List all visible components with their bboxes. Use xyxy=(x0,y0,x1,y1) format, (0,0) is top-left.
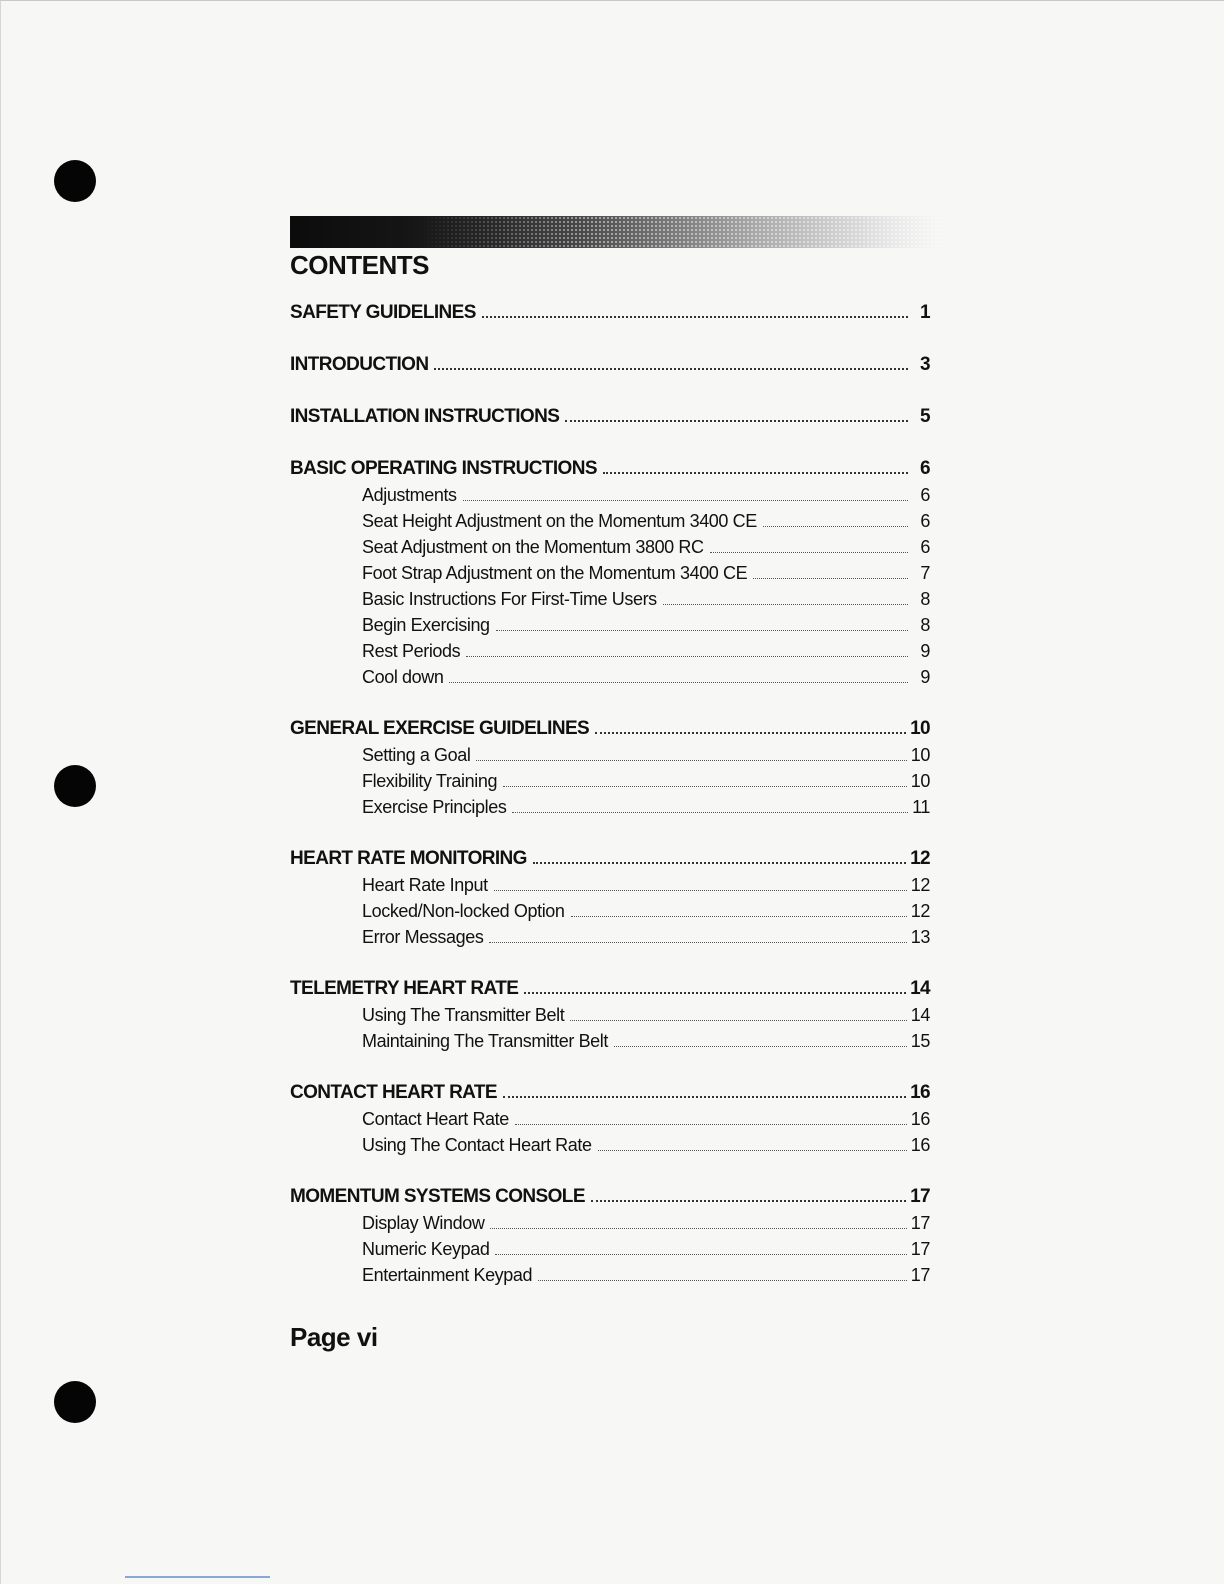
dot-leader xyxy=(463,500,908,501)
toc-entry-page-number: 12 xyxy=(910,875,930,895)
toc-entry-label: Flexibility Training xyxy=(362,771,498,791)
toc-entry-page-number: 11 xyxy=(912,797,930,817)
header-gradient-bar xyxy=(290,216,940,248)
toc-section xyxy=(290,1184,930,1288)
toc-section-heading[interactable] xyxy=(290,456,930,482)
dot-leader xyxy=(449,682,908,683)
toc-entry-label: Locked/Non-locked Option xyxy=(362,901,565,921)
dot-leader xyxy=(490,1228,906,1229)
toc-entry[interactable] xyxy=(290,872,930,898)
table-of-contents xyxy=(290,300,930,1314)
toc-entry-page-number: 8 xyxy=(920,589,930,609)
dot-leader xyxy=(753,578,908,579)
toc-entry-page-number: 17 xyxy=(910,1239,930,1259)
toc-entry-label: Rest Periods xyxy=(362,641,461,661)
toc-entry-page-number: 7 xyxy=(920,563,930,583)
dot-leader xyxy=(515,1124,907,1125)
toc-entry[interactable] xyxy=(290,1002,930,1028)
dot-leader xyxy=(571,916,907,917)
toc-entry-page-number: 10 xyxy=(910,745,930,765)
toc-entry[interactable] xyxy=(290,1210,930,1236)
toc-section-heading-label: CONTACT HEART RATE xyxy=(290,1082,497,1103)
dot-leader xyxy=(570,1020,906,1021)
toc-section-heading[interactable] xyxy=(290,976,930,1002)
toc-entry-page-number: 9 xyxy=(920,667,930,687)
toc-entry-label: Entertainment Keypad xyxy=(362,1265,533,1285)
dot-leader xyxy=(614,1046,907,1047)
dot-leader xyxy=(595,732,906,734)
toc-entry-label: Begin Exercising xyxy=(362,615,490,635)
toc-section-heading[interactable] xyxy=(290,300,930,326)
toc-entry[interactable] xyxy=(290,664,930,690)
dot-leader xyxy=(434,368,908,370)
toc-section xyxy=(290,352,930,378)
toc-entry-page-number: 12 xyxy=(910,901,930,921)
toc-entry-page-number: 8 xyxy=(920,615,930,635)
toc-section-heading-page-number: 10 xyxy=(910,718,930,739)
toc-entry-label: Using The Contact Heart Rate xyxy=(362,1135,592,1155)
dot-leader xyxy=(710,552,908,553)
toc-entry-label: Display Window xyxy=(362,1213,485,1233)
toc-entry[interactable] xyxy=(290,638,930,664)
toc-entry-page-number: 6 xyxy=(920,537,930,557)
toc-section xyxy=(290,300,930,326)
toc-section xyxy=(290,976,930,1054)
toc-entry[interactable] xyxy=(290,534,930,560)
dot-leader xyxy=(503,1096,906,1098)
dot-leader xyxy=(565,420,908,422)
dot-leader xyxy=(496,630,908,631)
toc-section-heading-page-number: 12 xyxy=(910,848,930,869)
toc-section-heading-label: HEART RATE MONITORING xyxy=(290,848,527,869)
toc-section xyxy=(290,1080,930,1158)
toc-entry[interactable] xyxy=(290,1132,930,1158)
toc-entry[interactable] xyxy=(290,1262,930,1288)
toc-section xyxy=(290,716,930,820)
toc-section-heading[interactable] xyxy=(290,352,930,378)
toc-section-heading-label: TELEMETRY HEART RATE xyxy=(290,978,519,999)
toc-entry-label: Contact Heart Rate xyxy=(362,1109,509,1129)
toc-section-heading-page-number: 16 xyxy=(910,1082,930,1103)
dot-leader xyxy=(533,862,906,864)
toc-entry-label: Seat Adjustment on the Momentum 3800 RC xyxy=(362,537,704,557)
dot-leader xyxy=(524,992,906,994)
dot-leader xyxy=(591,1200,906,1202)
toc-entry-page-number: 15 xyxy=(910,1031,930,1051)
toc-entry[interactable] xyxy=(290,612,930,638)
punch-hole xyxy=(54,1381,96,1423)
toc-entry-page-number: 10 xyxy=(910,771,930,791)
toc-entry-page-number: 6 xyxy=(920,485,930,505)
toc-entry[interactable] xyxy=(290,742,930,768)
toc-entry-label: Heart Rate Input xyxy=(362,875,488,895)
toc-section-heading-page-number: 1 xyxy=(920,302,930,323)
toc-entry[interactable] xyxy=(290,508,930,534)
toc-entry-label: Basic Instructions For First-Time Users xyxy=(362,589,657,609)
dot-leader xyxy=(503,786,907,787)
dot-leader xyxy=(603,472,908,474)
toc-section-heading-label: INTRODUCTION xyxy=(290,354,429,375)
dot-leader xyxy=(763,526,908,527)
toc-entry[interactable] xyxy=(290,1028,930,1054)
toc-section-heading-page-number: 14 xyxy=(910,978,930,999)
toc-section xyxy=(290,404,930,430)
toc-entry-label: Cool down xyxy=(362,667,444,687)
toc-section-heading-label: INSTALLATION INSTRUCTIONS xyxy=(290,406,560,427)
toc-entry-label: Error Messages xyxy=(362,927,484,947)
toc-entry-label: Using The Transmitter Belt xyxy=(362,1005,565,1025)
toc-entry-page-number: 14 xyxy=(910,1005,930,1025)
toc-section-heading-page-number: 3 xyxy=(920,354,930,375)
page-number-footer: Page vi xyxy=(290,1322,378,1352)
dot-leader xyxy=(512,812,908,813)
toc-entry-label: Numeric Keypad xyxy=(362,1239,490,1259)
toc-entry-label: Maintaining The Transmitter Belt xyxy=(362,1031,608,1051)
dot-leader xyxy=(466,656,908,657)
toc-entry-page-number: 13 xyxy=(910,927,930,947)
toc-entry-page-number: 16 xyxy=(910,1109,930,1129)
toc-entry-label: Seat Height Adjustment on the Momentum 3400 CE xyxy=(362,511,757,531)
toc-entry[interactable] xyxy=(290,898,930,924)
toc-section-heading[interactable] xyxy=(290,716,930,742)
dot-leader xyxy=(494,890,907,891)
page-title: CONTENTS xyxy=(290,250,429,280)
toc-entry-page-number: 16 xyxy=(910,1135,930,1155)
toc-entry-label: Adjustments xyxy=(362,485,457,505)
dot-leader xyxy=(489,942,906,943)
dot-leader xyxy=(476,760,906,761)
dot-leader xyxy=(598,1150,907,1151)
scan-artifact-line xyxy=(125,1576,270,1578)
toc-entry[interactable] xyxy=(290,794,930,820)
toc-entry-label: Foot Strap Adjustment on the Momentum 3400 CE xyxy=(362,563,748,583)
toc-section-heading-page-number: 5 xyxy=(920,406,930,427)
toc-section-heading[interactable] xyxy=(290,404,930,430)
toc-section-heading[interactable] xyxy=(290,1184,930,1210)
toc-section-heading-page-number: 17 xyxy=(910,1186,930,1207)
dot-leader xyxy=(482,316,908,318)
dot-leader xyxy=(495,1254,906,1255)
toc-section-heading-page-number: 6 xyxy=(920,458,930,479)
toc-section-heading-label: SAFETY GUIDELINES xyxy=(290,302,476,323)
toc-entry-label: Setting a Goal xyxy=(362,745,471,765)
toc-entry-label: Exercise Principles xyxy=(362,797,507,817)
toc-entry[interactable] xyxy=(290,482,930,508)
toc-entry[interactable] xyxy=(290,1106,930,1132)
dot-leader xyxy=(538,1280,907,1281)
toc-entry[interactable] xyxy=(290,924,930,950)
punch-hole xyxy=(54,160,96,202)
toc-entry-page-number: 17 xyxy=(910,1213,930,1233)
toc-entry-page-number: 6 xyxy=(920,511,930,531)
punch-hole xyxy=(54,765,96,807)
toc-entry-page-number: 17 xyxy=(910,1265,930,1285)
toc-section-heading-label: BASIC OPERATING INSTRUCTIONS xyxy=(290,458,597,479)
toc-section xyxy=(290,846,930,950)
toc-entry-page-number: 9 xyxy=(920,641,930,661)
toc-entry[interactable] xyxy=(290,560,930,586)
toc-entry[interactable] xyxy=(290,768,930,794)
toc-section-heading-label: MOMENTUM SYSTEMS CONSOLE xyxy=(290,1186,585,1207)
toc-section-heading[interactable] xyxy=(290,1080,930,1106)
toc-entry[interactable] xyxy=(290,586,930,612)
toc-section-heading-label: GENERAL EXERCISE GUIDELINES xyxy=(290,718,590,739)
toc-section-heading[interactable] xyxy=(290,846,930,872)
toc-entry[interactable] xyxy=(290,1236,930,1262)
toc-section xyxy=(290,456,930,690)
dot-leader xyxy=(663,604,908,605)
